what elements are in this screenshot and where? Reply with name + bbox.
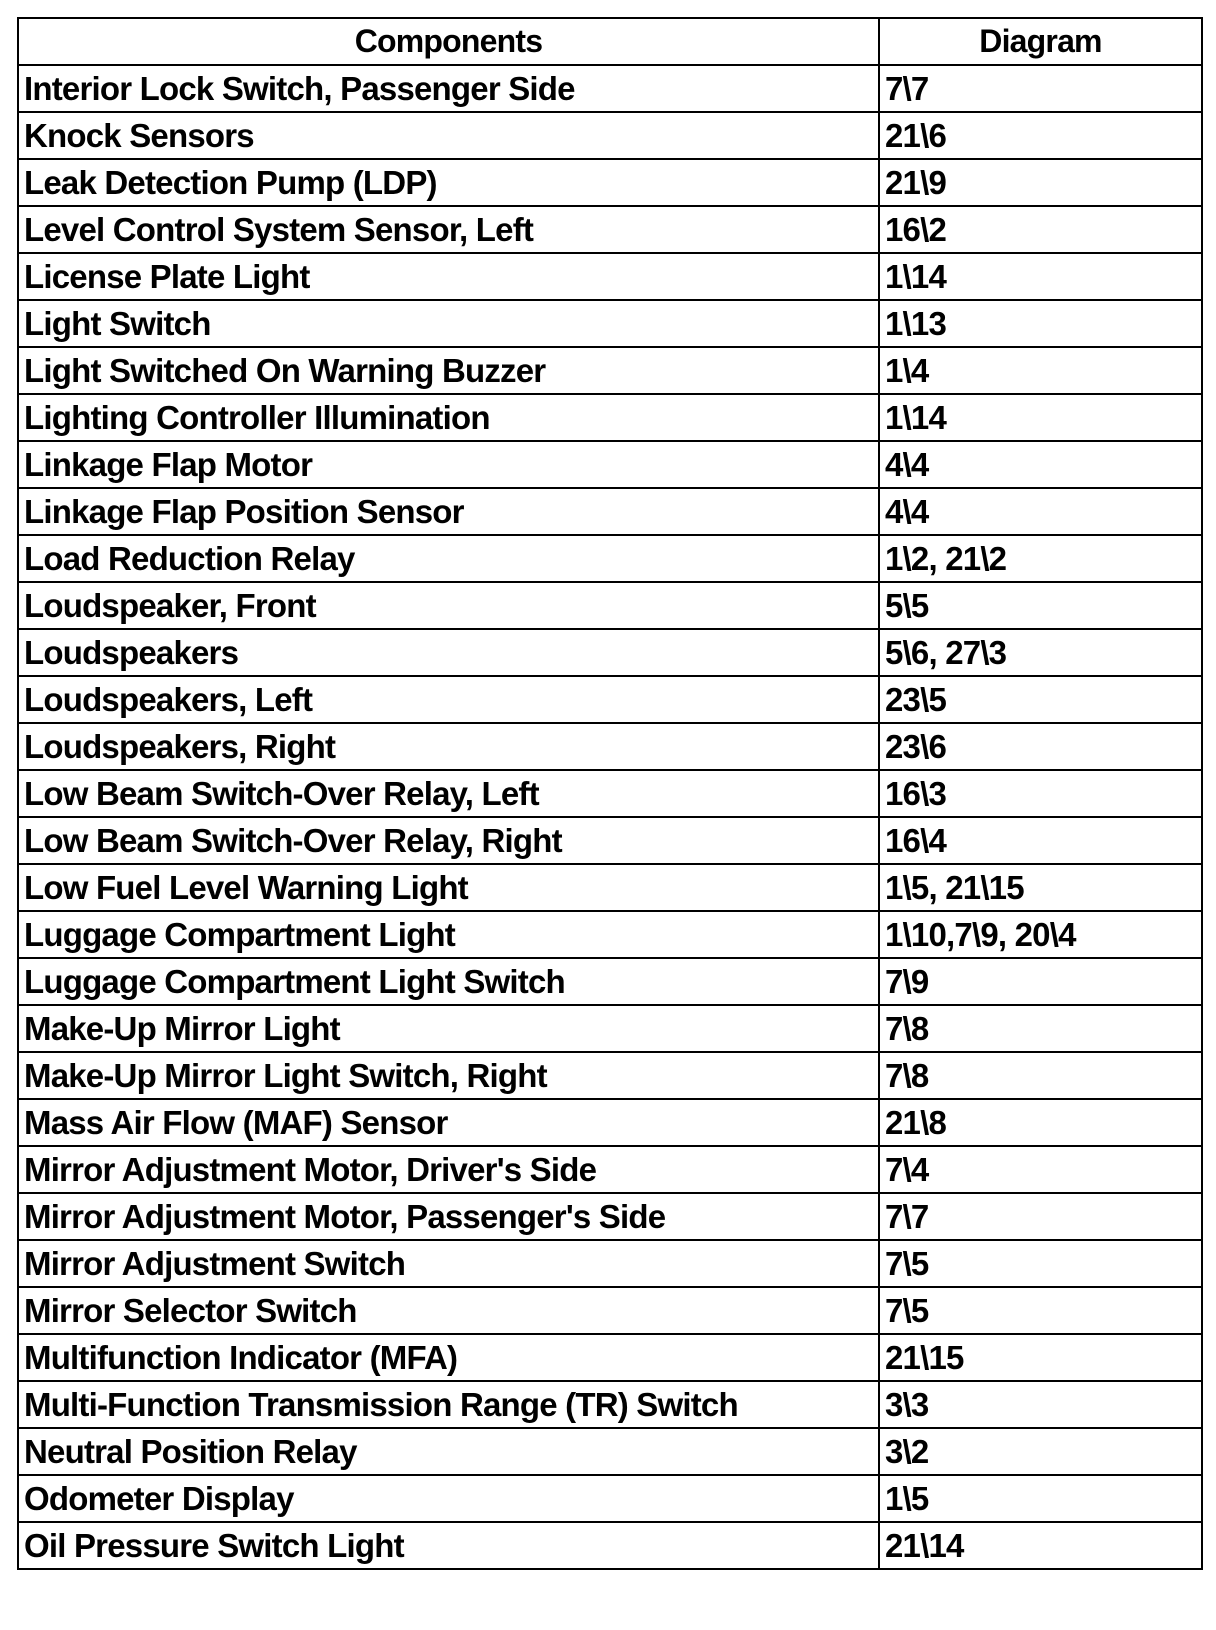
table-row xyxy=(18,1240,1202,1287)
diagram-reference-cell: 16\4 xyxy=(879,817,1202,864)
diagram-reference-cell: 21\9 xyxy=(879,159,1202,206)
diagram-reference-cell: 1\5 xyxy=(879,1475,1202,1522)
table-row xyxy=(18,347,1202,394)
table-row xyxy=(18,253,1202,300)
table-row xyxy=(18,1381,1202,1428)
diagram-reference-cell: 3\2 xyxy=(879,1428,1202,1475)
diagram-reference-cell: 7\8 xyxy=(879,1005,1202,1052)
table-row xyxy=(18,535,1202,582)
table-row xyxy=(18,1193,1202,1240)
table-row xyxy=(18,1052,1202,1099)
diagram-reference-cell: 1\13 xyxy=(879,300,1202,347)
table-row xyxy=(18,770,1202,817)
diagram-reference-cell: 5\6, 27\3 xyxy=(879,629,1202,676)
component-name-cell: Mirror Adjustment Motor, Driver's Side xyxy=(18,1146,879,1193)
diagram-reference-cell: 7\9 xyxy=(879,958,1202,1005)
diagram-reference-cell: 7\8 xyxy=(879,1052,1202,1099)
table-row xyxy=(18,1146,1202,1193)
component-name-cell: Multifunction Indicator (MFA) xyxy=(18,1334,879,1381)
diagram-reference-cell: 4\4 xyxy=(879,441,1202,488)
table-row xyxy=(18,112,1202,159)
table-row xyxy=(18,817,1202,864)
diagram-reference-cell: 7\7 xyxy=(879,1193,1202,1240)
diagram-reference-cell: 1\10,7\9, 20\4 xyxy=(879,911,1202,958)
component-name-cell: Leak Detection Pump (LDP) xyxy=(18,159,879,206)
diagram-reference-cell: 1\5, 21\15 xyxy=(879,864,1202,911)
component-name-cell: Make-Up Mirror Light xyxy=(18,1005,879,1052)
table-header-row xyxy=(18,18,1202,65)
diagram-reference-cell: 23\5 xyxy=(879,676,1202,723)
component-name-cell: Luggage Compartment Light xyxy=(18,911,879,958)
diagram-reference-cell: 1\4 xyxy=(879,347,1202,394)
component-name-cell: Loudspeaker, Front xyxy=(18,582,879,629)
diagram-reference-cell: 7\5 xyxy=(879,1287,1202,1334)
table-row xyxy=(18,1287,1202,1334)
component-diagram-table xyxy=(17,17,1203,1570)
component-name-cell: Luggage Compartment Light Switch xyxy=(18,958,879,1005)
table-row xyxy=(18,1522,1202,1569)
diagram-reference-cell: 4\4 xyxy=(879,488,1202,535)
table-row xyxy=(18,159,1202,206)
table-row xyxy=(18,1334,1202,1381)
component-name-cell: Knock Sensors xyxy=(18,112,879,159)
component-name-cell: Light Switch xyxy=(18,300,879,347)
diagram-reference-cell: 1\14 xyxy=(879,394,1202,441)
table-row xyxy=(18,488,1202,535)
component-name-cell: Loudspeakers xyxy=(18,629,879,676)
table-row xyxy=(18,723,1202,770)
table-row xyxy=(18,300,1202,347)
table-row xyxy=(18,1005,1202,1052)
diagram-reference-cell: 16\2 xyxy=(879,206,1202,253)
components-column-header: Components xyxy=(18,18,879,65)
diagram-reference-cell: 5\5 xyxy=(879,582,1202,629)
component-name-cell: Loudspeakers, Right xyxy=(18,723,879,770)
diagram-reference-cell: 23\6 xyxy=(879,723,1202,770)
component-name-cell: Light Switched On Warning Buzzer xyxy=(18,347,879,394)
diagram-reference-cell: 1\2, 21\2 xyxy=(879,535,1202,582)
table-row xyxy=(18,65,1202,112)
component-name-cell: Load Reduction Relay xyxy=(18,535,879,582)
component-name-cell: Multi-Function Transmission Range (TR) Switch xyxy=(18,1381,879,1428)
diagram-reference-cell: 7\7 xyxy=(879,65,1202,112)
table-row xyxy=(18,676,1202,723)
diagram-reference-cell: 7\4 xyxy=(879,1146,1202,1193)
component-name-cell: Linkage Flap Position Sensor xyxy=(18,488,879,535)
component-name-cell: Linkage Flap Motor xyxy=(18,441,879,488)
component-name-cell: Mirror Selector Switch xyxy=(18,1287,879,1334)
table-row xyxy=(18,582,1202,629)
diagram-reference-cell: 3\3 xyxy=(879,1381,1202,1428)
component-name-cell: Neutral Position Relay xyxy=(18,1428,879,1475)
component-name-cell: Lighting Controller Illumination xyxy=(18,394,879,441)
table-row xyxy=(18,1099,1202,1146)
component-name-cell: Low Beam Switch-Over Relay, Right xyxy=(18,817,879,864)
diagram-reference-cell: 21\14 xyxy=(879,1522,1202,1569)
component-name-cell: Interior Lock Switch, Passenger Side xyxy=(18,65,879,112)
component-name-cell: Odometer Display xyxy=(18,1475,879,1522)
diagram-reference-cell: 21\8 xyxy=(879,1099,1202,1146)
component-name-cell: Make-Up Mirror Light Switch, Right xyxy=(18,1052,879,1099)
component-name-cell: Level Control System Sensor, Left xyxy=(18,206,879,253)
diagram-reference-cell: 1\14 xyxy=(879,253,1202,300)
diagram-reference-cell: 16\3 xyxy=(879,770,1202,817)
diagram-reference-cell: 21\6 xyxy=(879,112,1202,159)
diagram-column-header: Diagram xyxy=(879,18,1202,65)
diagram-reference-cell: 21\15 xyxy=(879,1334,1202,1381)
diagram-reference-cell: 7\5 xyxy=(879,1240,1202,1287)
component-name-cell: Low Fuel Level Warning Light xyxy=(18,864,879,911)
table-row xyxy=(18,394,1202,441)
component-name-cell: Mirror Adjustment Switch xyxy=(18,1240,879,1287)
table-row xyxy=(18,629,1202,676)
component-index-sheet xyxy=(17,17,1203,1570)
table-row xyxy=(18,1475,1202,1522)
component-name-cell: Mass Air Flow (MAF) Sensor xyxy=(18,1099,879,1146)
component-name-cell: Loudspeakers, Left xyxy=(18,676,879,723)
table-row xyxy=(18,864,1202,911)
table-row xyxy=(18,441,1202,488)
component-name-cell: Low Beam Switch-Over Relay, Left xyxy=(18,770,879,817)
component-name-cell: License Plate Light xyxy=(18,253,879,300)
table-row xyxy=(18,206,1202,253)
table-body xyxy=(18,65,1202,1569)
table-row xyxy=(18,911,1202,958)
component-name-cell: Mirror Adjustment Motor, Passenger's Side xyxy=(18,1193,879,1240)
table-row xyxy=(18,1428,1202,1475)
table-row xyxy=(18,958,1202,1005)
component-name-cell: Oil Pressure Switch Light xyxy=(18,1522,879,1569)
